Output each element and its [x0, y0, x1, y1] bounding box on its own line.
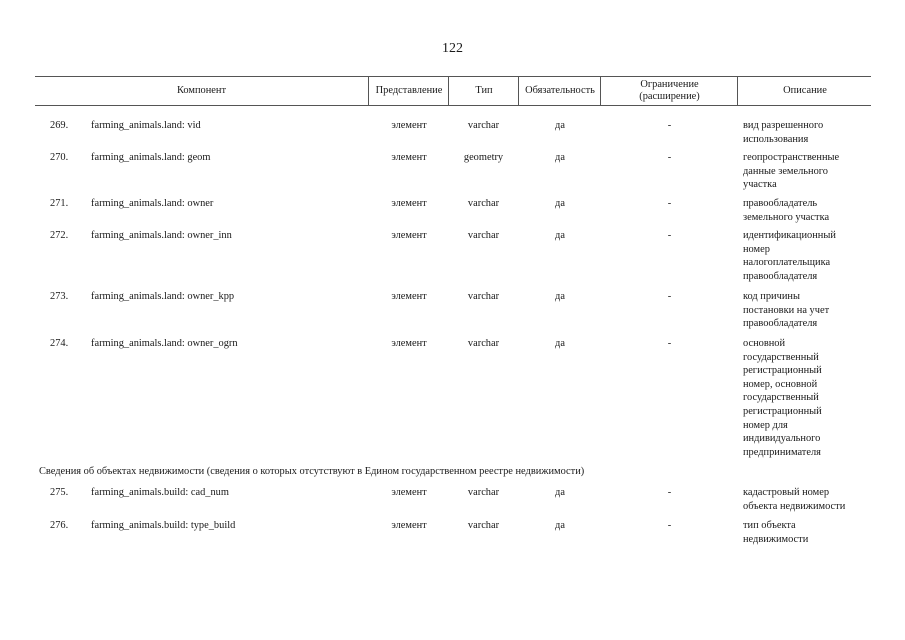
description-cell — [743, 337, 873, 459]
representation-cell: элемент — [391, 487, 427, 498]
row-number: 271. — [50, 198, 69, 209]
description-line: вид разрешенного — [743, 120, 824, 131]
description-line: недвижимости — [743, 533, 809, 545]
description-cell — [743, 519, 873, 546]
type-cell: varchar — [467, 120, 500, 131]
representation-cell: элемент — [391, 198, 427, 209]
header-required: Обязательность — [518, 77, 601, 105]
row-number: 272. — [50, 230, 69, 241]
header-type: Тип — [448, 77, 519, 105]
description-line: земельного участка — [743, 211, 830, 223]
restriction-cell: - — [667, 120, 672, 131]
required-cell: да — [555, 230, 565, 241]
description-line: основной — [743, 338, 786, 349]
row-number: 273. — [50, 291, 69, 302]
component-name: farming_animals.land: owner_inn — [91, 230, 232, 241]
representation-cell: элемент — [391, 120, 427, 131]
restriction-cell: - — [667, 520, 672, 531]
representation-cell: элемент — [391, 291, 427, 302]
type-cell: varchar — [467, 230, 500, 241]
description-line: правообладатель — [743, 198, 818, 209]
required-cell: да — [555, 120, 565, 131]
row-number: 276. — [50, 520, 69, 531]
restriction-cell: - — [667, 291, 672, 302]
restriction-cell: - — [667, 198, 672, 209]
table-header — [35, 76, 871, 106]
description-line: кадастровый номер — [743, 487, 830, 498]
description-line: номер для — [743, 419, 788, 431]
required-cell: да — [555, 198, 565, 209]
component-name: farming_animals.land: geom — [91, 152, 211, 163]
description-line: данные земельного — [743, 165, 828, 177]
description-cell — [743, 290, 873, 331]
description-cell — [743, 197, 873, 224]
header-component: Компонент — [176, 85, 226, 96]
header-restriction-line1: Ограничение — [640, 79, 699, 90]
row-number: 274. — [50, 338, 69, 349]
description-line: регистрационный — [743, 405, 822, 417]
restriction-cell: - — [667, 152, 672, 163]
required-cell: да — [555, 520, 565, 531]
restriction-cell: - — [667, 338, 672, 349]
component-name: farming_animals.land: vid — [91, 120, 201, 131]
description-line: предпринимателя — [743, 446, 821, 458]
row-number: 269. — [50, 120, 69, 131]
restriction-cell: - — [667, 230, 672, 241]
description-line: участка — [743, 179, 777, 191]
representation-cell: элемент — [391, 152, 427, 163]
description-line: объекта недвижимости — [743, 500, 846, 512]
description-line: тип объекта — [743, 520, 796, 531]
required-cell: да — [555, 152, 565, 163]
header-representation: Представление — [368, 77, 449, 105]
component-name: farming_animals.land: owner_kpp — [91, 291, 235, 302]
description-line: налогоплательщика — [743, 257, 831, 269]
type-cell: geometry — [463, 152, 504, 163]
restriction-cell: - — [667, 487, 672, 498]
description-cell — [743, 229, 873, 283]
required-cell: да — [555, 291, 565, 302]
description-line: постановки на учет — [743, 304, 830, 316]
description-line: регистрационный — [743, 365, 822, 377]
description-line: правообладателя — [743, 318, 818, 330]
type-cell: varchar — [467, 520, 500, 531]
row-number: 270. — [50, 152, 69, 163]
type-cell: varchar — [467, 487, 500, 498]
section-title: Сведения об объектах недвижимости (сведения о которых отсутствуют в Едином государственном реестре недвижимости) — [39, 466, 585, 477]
page-number: 122 — [442, 41, 463, 56]
component-name: farming_animals.build: type_build — [91, 520, 236, 531]
component-name: farming_animals.build: cad_num — [91, 487, 229, 498]
description-line: код причины — [743, 291, 800, 302]
representation-cell: элемент — [391, 338, 427, 349]
description-line: использования — [743, 133, 809, 145]
component-name: farming_animals.land: owner_ogrn — [91, 338, 238, 349]
description-line: идентификационный — [743, 230, 836, 241]
description-line: государственный — [743, 392, 819, 404]
representation-cell: элемент — [391, 520, 427, 531]
header-description: Описание — [737, 77, 872, 105]
description-line: правообладателя — [743, 270, 818, 282]
header-restriction-line2: (расширение) — [639, 91, 700, 102]
header-restriction — [600, 77, 738, 105]
component-name: farming_animals.land: owner — [91, 198, 214, 209]
description-cell — [743, 486, 873, 513]
type-cell: varchar — [467, 338, 500, 349]
description-line: номер, основной — [743, 378, 818, 390]
description-cell — [743, 119, 873, 146]
description-line: государственный — [743, 351, 819, 363]
description-cell — [743, 151, 873, 192]
type-cell: varchar — [467, 291, 500, 302]
required-cell: да — [555, 338, 565, 349]
representation-cell: элемент — [391, 230, 427, 241]
row-number: 275. — [50, 487, 69, 498]
description-line: номер — [743, 243, 770, 255]
description-line: геопространственные — [743, 152, 840, 163]
description-line: индивидуального — [743, 433, 821, 445]
type-cell: varchar — [467, 198, 500, 209]
required-cell: да — [555, 487, 565, 498]
